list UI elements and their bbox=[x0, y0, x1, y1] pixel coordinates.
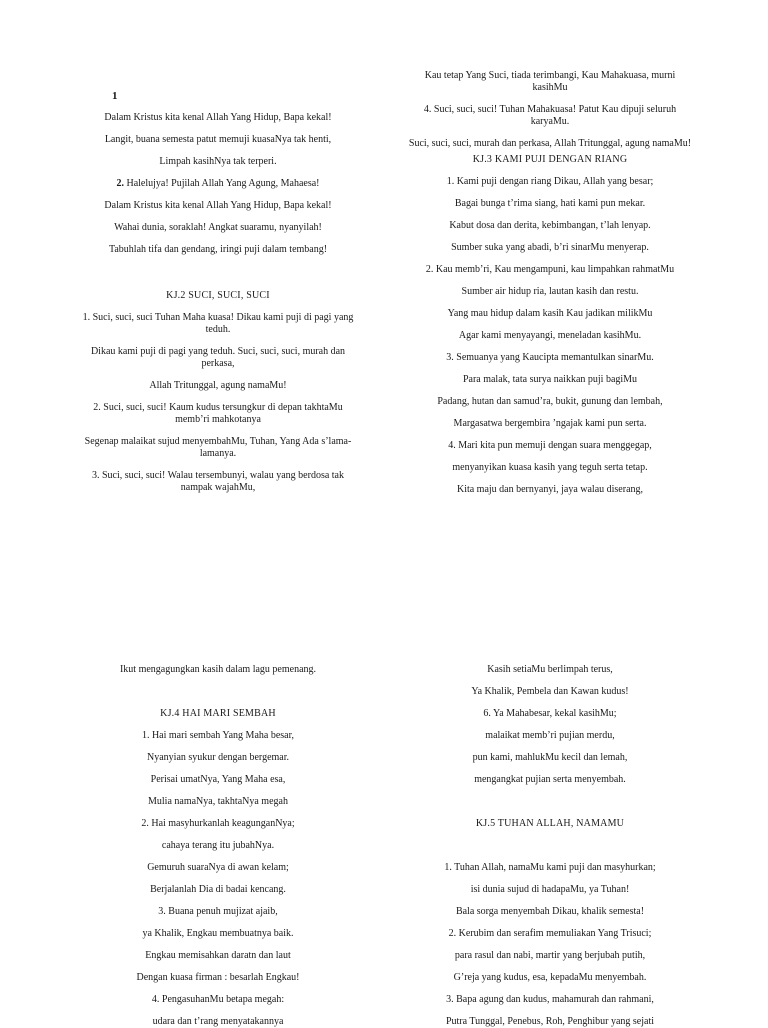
lyric-line: Bagai bunga t’rima siang, hati kami pun mekar. bbox=[454, 198, 646, 209]
lyric-line: Perisai umatNya, Yang Maha esa, bbox=[150, 774, 286, 785]
lyric-line: Sumber suka yang abadi, b’ri sinarMu menyerap. bbox=[451, 242, 649, 253]
lyric-line: Margasatwa bergembira ’ngajak kami pun serta. bbox=[453, 418, 647, 429]
lyric-line: udara dan t’rang menyatakannya bbox=[152, 1016, 284, 1027]
lyric-line: Engkau memisahkan daratn dan laut bbox=[145, 950, 291, 961]
lyric-line: menyanyikan kuasa kasih yang teguh serta tetap. bbox=[452, 462, 648, 473]
lyric-line: Dengan kuasa firman : besarlah Engkau! bbox=[136, 972, 300, 983]
lyric-line: ya Khalik, Engkau membuatnya baik. bbox=[142, 928, 294, 939]
lyric-line: Kabut dosa dan derita, kebimbangan, t’lah lenyap. bbox=[449, 220, 651, 231]
lyric-line: Nyanyian syukur dengan bergemar. bbox=[147, 752, 289, 763]
page-number: 1 bbox=[112, 90, 118, 102]
lyric-line: para rasul dan nabi, martir yang berjubah putih, bbox=[454, 950, 646, 961]
lyric-line: 4. Mari kita pun memuji dengan suara menggegap, bbox=[448, 440, 652, 451]
lyric-line: Ya Khalik, Pembela dan Kawan kudus! bbox=[471, 686, 629, 697]
hymn-heading: KJ.3 KAMI PUJI DENGAN RIANG bbox=[472, 154, 628, 165]
hymn-heading: KJ.2 SUCI, SUCI, SUCI bbox=[166, 290, 270, 301]
lyric-line: Allah Tritunggal, agung namaMu! bbox=[149, 380, 287, 391]
lyric-line: Dikau kami puji di pagi yang teduh. Suci, suci, suci, murah dan perkasa, bbox=[90, 346, 346, 369]
lyric-line: Yang mau hidup dalam kasih Kau jadikan milikMu bbox=[447, 308, 653, 319]
hymn-heading: KJ.4 HAI MARI SEMBAH bbox=[160, 708, 276, 719]
lyric-line: Dalam Kristus kita kenal Allah Yang Hidup, Bapa kekal! bbox=[104, 200, 332, 211]
column-top-left bbox=[68, 90, 368, 494]
lyric-line: 3. Buana penuh mujizat ajaib, bbox=[158, 906, 278, 917]
lyric-line: Mulia namaNya, takhtaNya megah bbox=[148, 796, 288, 807]
lyric-line: pun kami, mahlukMu kecil dan lemah, bbox=[472, 752, 628, 763]
lyric-line: Dalam Kristus kita kenal Allah Yang Hidup, Bapa kekal! bbox=[104, 112, 332, 123]
verse-number: 2. bbox=[116, 178, 124, 189]
lyric-line: Berjalanlah Dia di badai kencang. bbox=[150, 884, 286, 895]
lyric-line: mengangkat pujian serta menyembah. bbox=[474, 774, 626, 785]
lyric-line: 1. Tuhan Allah, namaMu kami puji dan masyhurkan; bbox=[444, 862, 656, 873]
lyric-line: Limpah kasihNya tak terperi. bbox=[159, 156, 277, 167]
lyric-line: Suci, suci, suci, murah dan perkasa, Allah Tritunggal, agung namaMu! bbox=[408, 138, 692, 149]
lyric-line: 3. Suci, suci, suci! Walau tersembunyi, walau yang berdosa tak nampak wajahMu, bbox=[91, 470, 344, 493]
lyric-line: Gemuruh suaraNya di awan kelam; bbox=[147, 862, 289, 873]
column-bottom-right bbox=[400, 664, 700, 1028]
lyric-line: 2. Kerubim dan serafim memuliakan Yang Trisuci; bbox=[448, 928, 652, 939]
lyric-line: Sumber air hidup ria, lautan kasih dan restu. bbox=[461, 286, 639, 297]
lyric-line: 1. Suci, suci, suci Tuhan Maha kuasa! Dikau kami puji di pagi yang teduh. bbox=[82, 312, 354, 335]
lyric-line: cahaya terang itu jubahNya. bbox=[161, 840, 275, 851]
lyric-line: Padang, hutan dan samud’ra, bukit, gunung dan lembah, bbox=[437, 396, 663, 407]
lyric-line: Langit, buana semesta patut memuji kuasaNya tak henti, bbox=[104, 134, 332, 145]
lyric-line: Wahai dunia, soraklah! Angkat suaramu, nyanyilah! bbox=[114, 222, 322, 233]
lyric-line: 3. Semuanya yang Kaucipta memantulkan sinarMu. bbox=[446, 352, 654, 363]
lyric-line: isi dunia sujud di hadapaMu, ya Tuhan! bbox=[470, 884, 630, 895]
lyric-line: 1. Kami puji dengan riang Dikau, Allah yang besar; bbox=[446, 176, 654, 187]
column-bottom-left bbox=[68, 664, 368, 1028]
lyric-line: Bala sorga menyembah Dikau, khalik semesta! bbox=[455, 906, 645, 917]
lyric-line-text: Halelujya! Pujilah Allah Yang Agung, Mahaesa! bbox=[126, 178, 320, 189]
lyric-line: Para malak, tata surya naikkan puji bagiMu bbox=[462, 374, 638, 385]
lyric-line: Agar kami menyayangi, meneladan kasihMu. bbox=[458, 330, 642, 341]
lyric-line bbox=[68, 178, 368, 190]
lyric-line: malaikat memb’ri pujian merdu, bbox=[485, 730, 615, 741]
column-top-right bbox=[408, 70, 692, 496]
lyric-line: Kau tetap Yang Suci, tiada terimbangi, Kau Mahakuasa, murni kasihMu bbox=[424, 70, 676, 93]
lyric-line: Segenap malaikat sujud menyembahMu, Tuhan, Yang Ada s’lama-lamanya. bbox=[84, 436, 352, 459]
lyric-line: 2. Kau memb’ri, Kau mengampuni, kau limpahkan rahmatMu bbox=[425, 264, 675, 275]
lyric-line: Kita maju dan bernyanyi, jaya walau diserang, bbox=[456, 484, 644, 495]
hymn-heading: KJ.5 TUHAN ALLAH, NAMAMU bbox=[475, 818, 625, 829]
lyric-line: 1. Hai mari sembah Yang Maha besar, bbox=[141, 730, 295, 741]
lyric-line: 3. Bapa agung dan kudus, mahamurah dan rahmani, bbox=[446, 994, 654, 1005]
lyric-line: Tabuhlah tifa dan gendang, iringi puji dalam tembang! bbox=[108, 244, 328, 255]
lyric-line: 4. Suci, suci, suci! Tuhan Mahakuasa! Patut Kau dipuji seluruh karyaMu. bbox=[423, 104, 677, 127]
lyric-line: 6. Ya Mahabesar, kekal kasihMu; bbox=[483, 708, 617, 719]
lyric-line: G’reja yang kudus, esa, kepadaMu menyembah. bbox=[453, 972, 647, 983]
lyric-line: Ikut mengagungkan kasih dalam lagu pemenang. bbox=[119, 664, 317, 675]
lyric-line: 2. Hai masyhurkanlah keagunganNya; bbox=[141, 818, 295, 829]
lyric-line: Kasih setiaMu berlimpah terus, bbox=[487, 664, 613, 675]
lyric-line: 2. Suci, suci, suci! Kaum kudus tersungkur di depan takhtaMu memb’ri mahkotanya bbox=[93, 402, 343, 425]
lyric-line: 4. PengasuhanMu betapa megah: bbox=[151, 994, 285, 1005]
lyric-line: Putra Tunggal, Penebus, Roh, Penghibur yang sejati bbox=[445, 1016, 655, 1027]
